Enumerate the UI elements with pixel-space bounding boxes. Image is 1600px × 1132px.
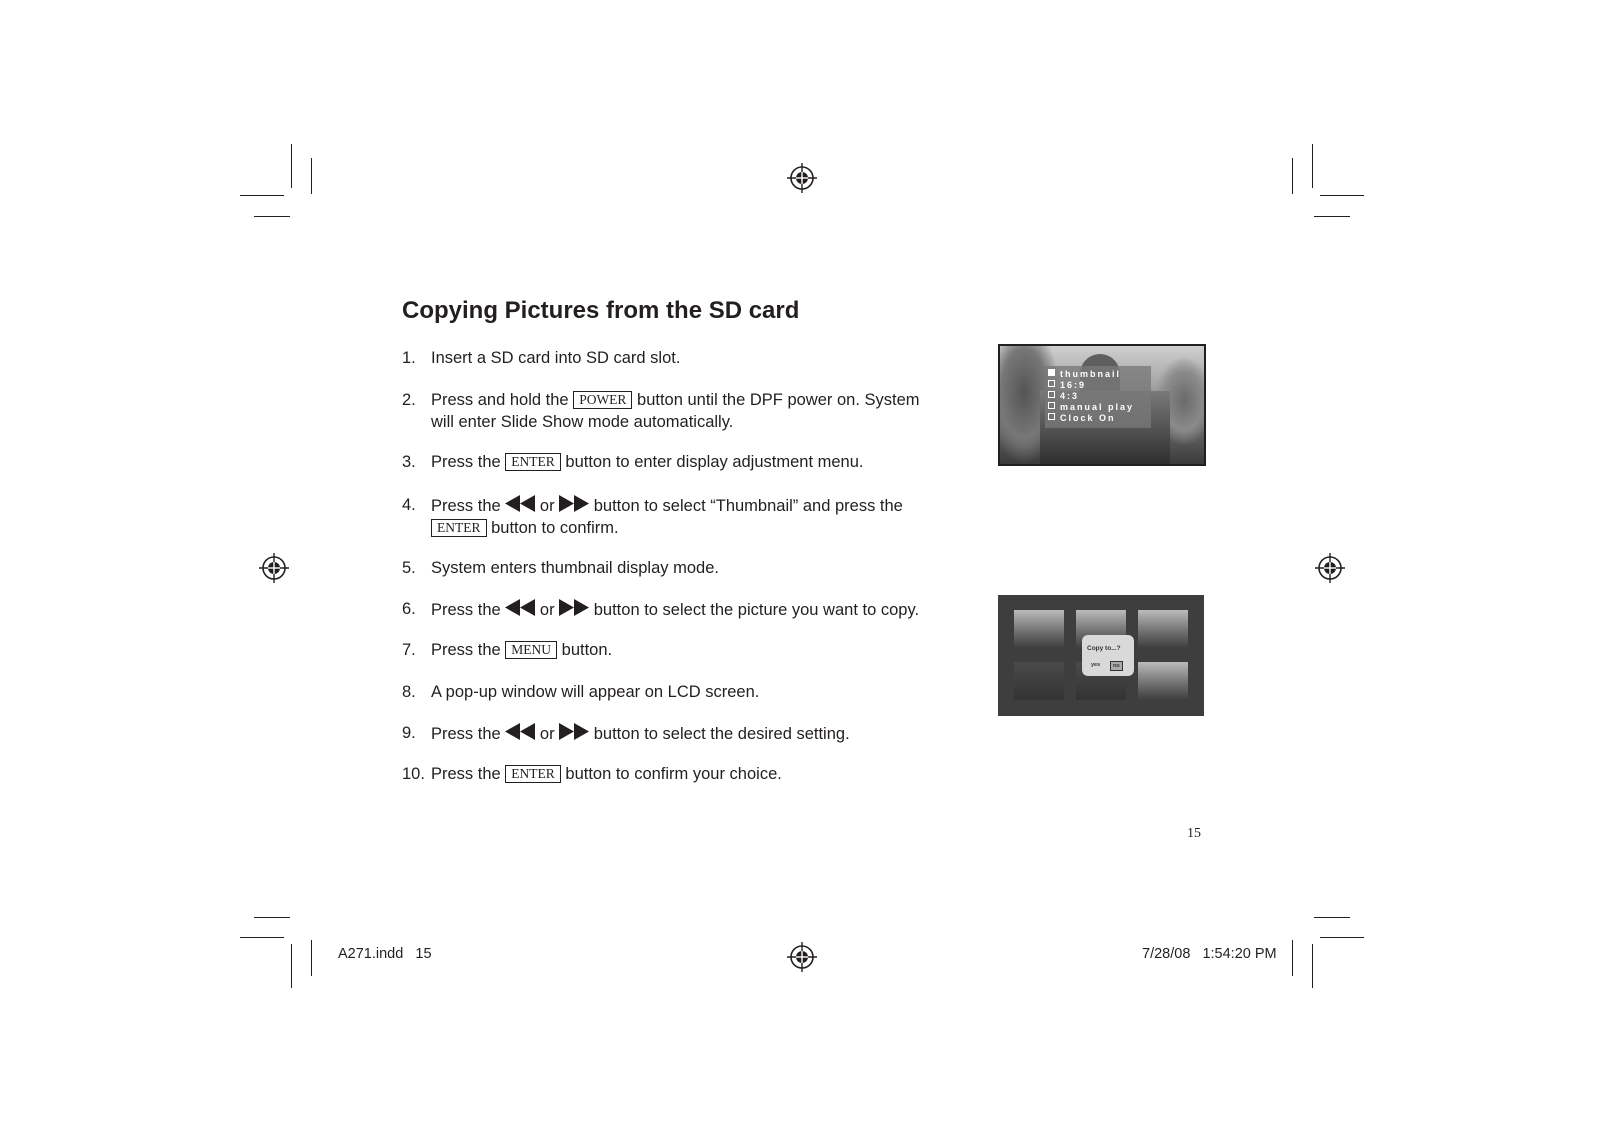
step-text	[431, 640, 612, 661]
step-text-pre: Press the	[431, 601, 501, 619]
popup-title: Copy to...?	[1087, 645, 1121, 652]
checkbox-icon	[1048, 402, 1055, 409]
step-number: 3.	[402, 453, 416, 471]
step-number: 4.	[402, 496, 416, 514]
step-text: A pop-up window will appear on LCD screen.	[431, 683, 760, 701]
crop-mark	[1292, 940, 1293, 976]
rewind-icon	[505, 495, 535, 512]
display-menu-overlay	[1045, 366, 1151, 428]
step-text	[431, 599, 919, 621]
step-text-pre: Press the	[431, 765, 501, 783]
crop-mark	[291, 944, 292, 988]
popup-no-button: no	[1110, 661, 1123, 671]
crop-mark	[1312, 944, 1313, 988]
step-text	[431, 390, 920, 411]
step-text-post: button to enter display adjustment menu.	[565, 453, 864, 471]
crop-mark	[311, 940, 312, 976]
step-number: 10.	[402, 765, 425, 783]
checkbox-icon	[1048, 413, 1055, 420]
step-text-post: button to confirm.	[491, 519, 619, 537]
page-number: 15	[1187, 826, 1201, 841]
popup-yes-button: yes	[1091, 662, 1101, 668]
enter-button-label: ENTER	[505, 765, 561, 783]
checkbox-icon	[1048, 369, 1055, 376]
crop-mark	[254, 917, 290, 918]
registration-mark-icon	[1315, 553, 1345, 583]
thumbnail-screenshot	[998, 595, 1204, 716]
display-menu-screenshot	[998, 344, 1206, 466]
crop-mark	[1320, 195, 1364, 196]
menu-item-label: thumbnail	[1060, 369, 1121, 379]
crop-mark	[240, 195, 284, 196]
crop-mark	[1292, 158, 1293, 194]
step-text-or: or	[539, 601, 555, 619]
crop-mark	[254, 216, 290, 217]
step-number: 6.	[402, 600, 416, 618]
step-text-or: or	[539, 725, 555, 743]
copy-popup	[1082, 635, 1134, 676]
step-text-pre: Press the	[431, 725, 501, 743]
step-text-pre: Press the	[431, 641, 501, 659]
menu-button-label: MENU	[505, 641, 557, 659]
thumbnail-image	[1138, 610, 1188, 648]
menu-item-label: 16:9	[1060, 380, 1087, 390]
thumbnail-image	[1014, 662, 1064, 700]
menu-item-16-9	[1048, 380, 1086, 391]
thumbnail-image	[1138, 662, 1188, 700]
step-text: will enter Slide Show mode automatically.	[431, 413, 734, 431]
menu-item-manual-play	[1048, 402, 1134, 413]
rewind-icon	[505, 599, 535, 616]
enter-button-label: ENTER	[505, 453, 561, 471]
step-text-post: button.	[561, 641, 613, 659]
power-button-label: POWER	[573, 391, 632, 409]
menu-item-thumbnail	[1048, 369, 1121, 380]
menu-item-label: Clock On	[1060, 413, 1116, 423]
step-text-pre: Press the	[431, 453, 501, 471]
registration-mark-icon	[787, 163, 817, 193]
fast-forward-icon	[559, 495, 589, 512]
step-number: 9.	[402, 724, 416, 742]
fast-forward-icon	[559, 723, 589, 740]
menu-item-4-3	[1048, 391, 1079, 402]
footer-file-name: A271.indd 15	[338, 946, 432, 962]
crop-mark	[1312, 144, 1313, 188]
checkbox-icon	[1048, 391, 1055, 398]
step-text-pre: Press and hold the	[431, 391, 569, 409]
step-text-post: button to confirm your choice.	[565, 765, 782, 783]
step-text: Insert a SD card into SD card slot.	[431, 349, 681, 367]
menu-item-label: 4:3	[1060, 391, 1080, 401]
crop-mark	[1320, 937, 1364, 938]
thumbnail-image	[1014, 610, 1064, 648]
step-number: 2.	[402, 391, 416, 409]
step-text	[431, 452, 864, 473]
step-text	[431, 518, 619, 539]
crop-mark	[311, 158, 312, 194]
crop-mark	[1314, 216, 1350, 217]
page-title: Copying Pictures from the SD card	[402, 297, 800, 324]
step-number: 1.	[402, 349, 416, 367]
crop-mark	[291, 144, 292, 188]
step-number: 7.	[402, 641, 416, 659]
step-text: System enters thumbnail display mode.	[431, 559, 719, 577]
step-number: 5.	[402, 559, 416, 577]
step-text-post: button to select “Thumbnail” and press the	[593, 497, 903, 515]
registration-mark-icon	[787, 942, 817, 972]
step-text-post: button until the DPF power on. System	[637, 391, 920, 409]
step-text	[431, 723, 850, 745]
menu-item-label: manual play	[1060, 402, 1135, 412]
step-text	[431, 495, 903, 517]
registration-mark-icon	[259, 553, 289, 583]
step-number: 8.	[402, 683, 416, 701]
step-text-post: button to select the desired setting.	[593, 725, 850, 743]
fast-forward-icon	[559, 599, 589, 616]
step-text	[431, 764, 782, 785]
step-text-or: or	[539, 497, 555, 515]
enter-button-label: ENTER	[431, 519, 487, 537]
step-text-pre: Press the	[431, 497, 501, 515]
footer-timestamp: 7/28/08 1:54:20 PM	[1142, 946, 1277, 962]
rewind-icon	[505, 723, 535, 740]
checkbox-icon	[1048, 380, 1055, 387]
crop-mark	[240, 937, 284, 938]
crop-mark	[1314, 917, 1350, 918]
menu-item-clock-on	[1048, 413, 1116, 424]
step-text-post: button to select the picture you want to copy.	[593, 601, 920, 619]
